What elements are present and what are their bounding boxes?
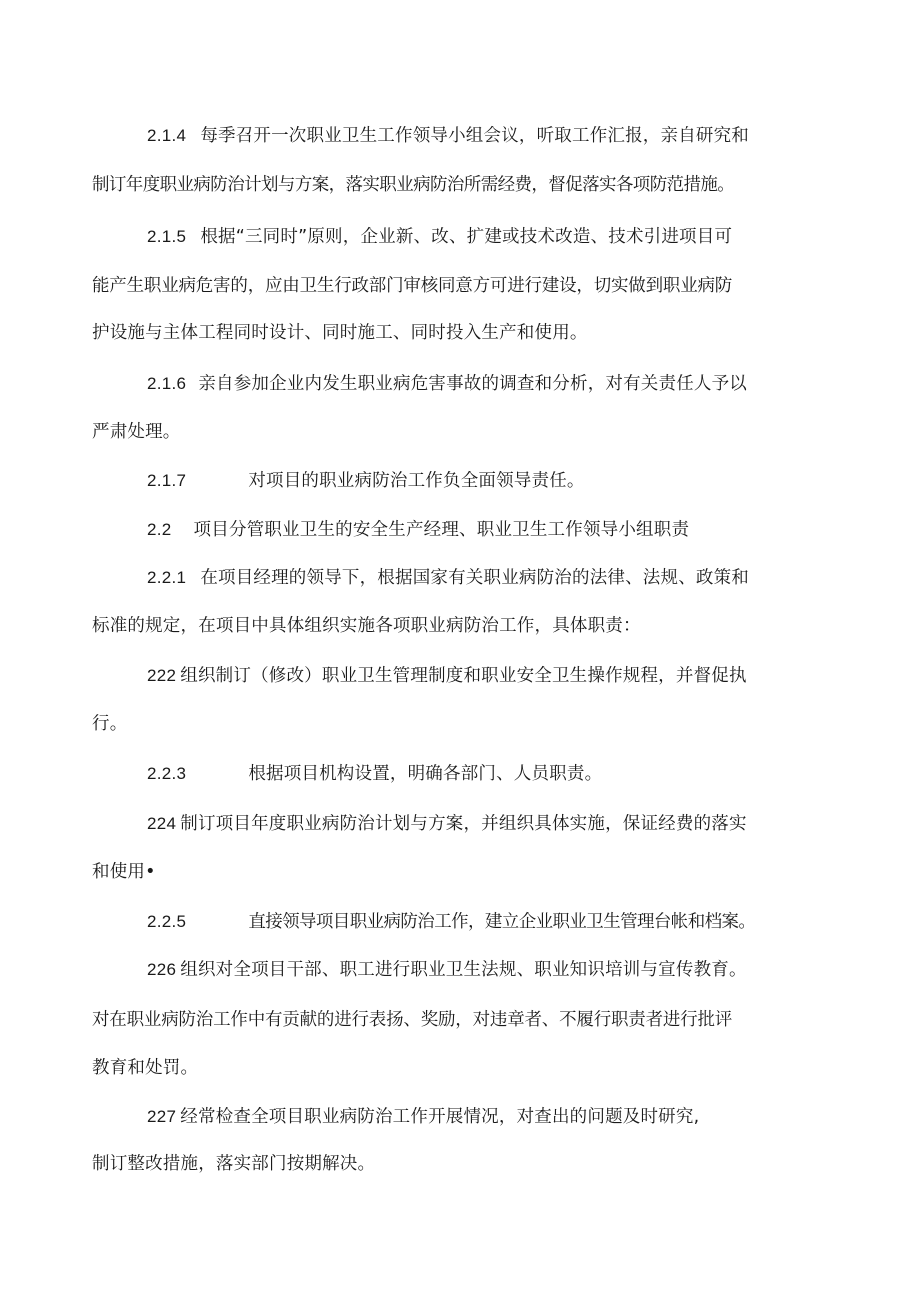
- paragraph-text: 直接领导项目职业病防治工作，建立企业职业卫生管理台帐和档案。: [248, 912, 756, 932]
- section-number: 2.1.7: [147, 471, 187, 490]
- paragraph-2-1-5-line-3: [92, 321, 588, 345]
- paragraph-2-1-5-line-1: [147, 225, 732, 249]
- paragraph-text: 制订整改措施，落实部门按期解决。: [92, 1154, 376, 1174]
- paragraph-text: 组织对全项目干部、职工进行职业卫生法规、职业知识培训与宣传教育。: [180, 960, 747, 980]
- paragraph-2-2-1-line-1: [147, 566, 749, 590]
- paragraph-2-1-4-line-2: [92, 173, 734, 197]
- paragraph-text: 严肃处理。: [92, 422, 181, 442]
- paragraph-text: 对在职业病防治工作中有贡献的进行表扬、奖励，对违章者、不履行职责者进行批评: [92, 1010, 733, 1030]
- section-number: 227: [147, 1107, 177, 1126]
- paragraph-text: 对项目的职业病防治工作负全面领导责任。: [248, 471, 585, 491]
- paragraph-text: 组织制订（修改）职业卫生管理制度和职业安全卫生操作规程，并督促执: [180, 666, 747, 686]
- paragraph-224-line-1: [147, 812, 747, 836]
- section-number: 222: [147, 666, 177, 685]
- section-number: 226: [147, 960, 177, 979]
- paragraph-2-1-7-line-1: [147, 469, 585, 493]
- section-number: 2.1.6: [147, 374, 187, 393]
- section-number: 2.1.4: [147, 126, 187, 145]
- paragraph-2-2-line-1: [147, 518, 689, 542]
- paragraph-text: 每季召开一次职业卫生工作领导小组会议，听取工作汇报，亲自研究和: [200, 126, 750, 146]
- paragraph-text: 和使用•: [92, 862, 156, 882]
- paragraph-text: 项目分管职业卫生的安全生产经理、职业卫生工作领导小组职责: [193, 520, 690, 540]
- paragraph-222-line-1: [147, 664, 747, 688]
- paragraph-227-line-2: [92, 1152, 375, 1176]
- paragraph-2-2-1-line-2: [92, 614, 641, 638]
- section-number: 2.1.5: [147, 227, 187, 246]
- paragraph-text: 制订项目年度职业病防治计划与方案，并组织具体实施，保证经费的落实: [180, 814, 747, 834]
- paragraph-text: 教育和处罚。: [92, 1058, 199, 1078]
- paragraph-2-1-6-line-1: [147, 372, 747, 396]
- paragraph-text: 护设施与主体工程同时设计、同时施工、同时投入生产和使用。: [92, 323, 588, 343]
- paragraph-text: 标准的规定，在项目中具体组织实施各项职业病防治工作，具体职责：: [92, 616, 641, 636]
- paragraph-text: 根据“三同时”原则，企业新、改、扩建或技术改造、技术引进项目可: [200, 227, 733, 247]
- paragraph-2-2-3-line-1: [147, 762, 602, 786]
- paragraph-text: 根据项目机构设置，明确各部门、人员职责。: [248, 764, 603, 784]
- section-number: 224: [147, 814, 177, 833]
- paragraph-224-line-2: [92, 860, 156, 884]
- paragraph-227-line-1: [147, 1105, 699, 1129]
- paragraph-222-line-2: [92, 712, 127, 736]
- paragraph-text: 亲自参加企业内发生职业病危害事故的调查和分析，对有关责任人予以: [198, 374, 748, 394]
- paragraph-text: 行。: [92, 714, 128, 734]
- paragraph-2-2-5-line-1: [147, 910, 755, 934]
- paragraph-226-line-1: [147, 958, 747, 982]
- section-number: 2.2.5: [147, 912, 187, 931]
- paragraph-text: 能产生职业病危害的，应由卫生行政部门审核同意方可进行建设，切实做到职业病防: [92, 276, 733, 296]
- paragraph-text: 经常检查全项目职业病防治工作开展情况，对查出的问题及时研究,: [180, 1107, 700, 1127]
- paragraph-226-line-3: [92, 1056, 198, 1080]
- paragraph-text: 在项目经理的领导下，根据国家有关职业病防治的法律、法规、政策和: [200, 568, 750, 588]
- paragraph-2-1-5-line-2: [92, 274, 732, 298]
- section-number: 2.2.1: [147, 568, 187, 587]
- paragraph-2-1-6-line-2: [92, 420, 181, 444]
- paragraph-text: 制订年度职业病防治计划与方案，落实职业病防治所需经费，督促落实各项防范措施。: [92, 175, 735, 195]
- paragraph-2-1-4-line-1: [147, 124, 749, 148]
- section-number: 2.2: [147, 520, 172, 539]
- paragraph-226-line-2: [92, 1008, 732, 1032]
- section-number: 2.2.3: [147, 764, 187, 783]
